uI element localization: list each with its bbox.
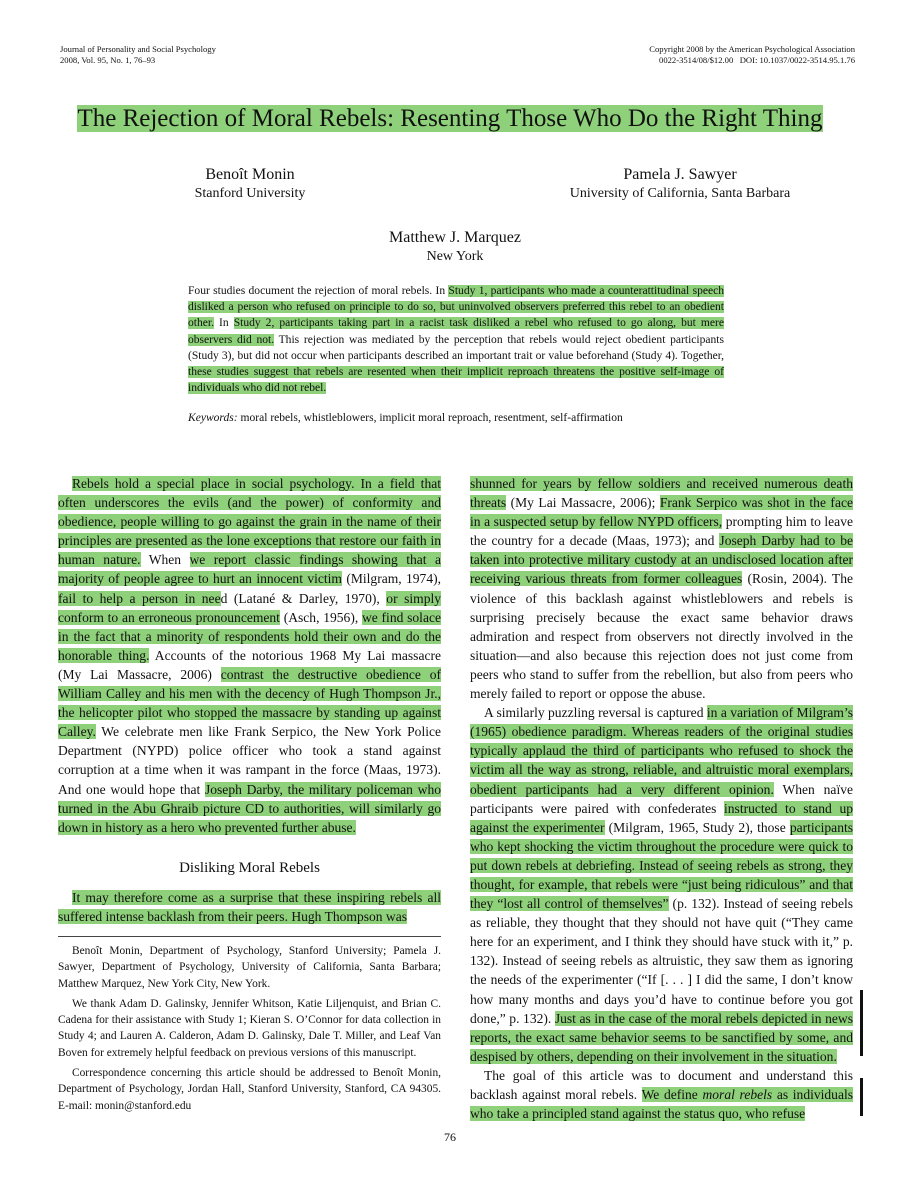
highlighted-text: We define [641, 1087, 703, 1102]
highlighted-text: contrast the destructive obedience of William Calley and his men with the decency of Hugh Thompson Jr., the helicopter pilot who stopped the massacre by standing up against Calley. [58, 666, 441, 740]
body-text: A similarly puzzling reversal is captured [484, 705, 707, 721]
highlighted-text: these studies suggest that rebels are resented when their implicit reproach threatens the positive self-image of individuals who did not rebel. [188, 366, 724, 395]
body-text: d (Latané & Darley, 1970), [220, 590, 387, 606]
author-affiliation: Stanford University [194, 186, 306, 201]
highlighted-text: Rebels hold a special place in social psychology. In a field that often underscores the evils (and the power) of conformity and obedience, people willing to go against the grain in the name of their principles are presented as the lone exceptions that restore our faith in human nature. [58, 476, 441, 568]
abstract-text: In [213, 317, 234, 330]
journal-name: Journal of Personality and Social Psychology [60, 44, 216, 54]
highlighted-text: participants who kept shocking the victim throughout the procedure were quick to put down rebels at debriefing. Instead of seeing rebels as strong, they thought, for example, that rebels were “just being ridiculous” and that they “lost all control of themselves” [470, 819, 854, 912]
copyright-line: Copyright 2008 by the American Psychological Association [649, 44, 855, 54]
body-paragraph [58, 474, 441, 837]
abstract-text: Four studies document the rejection of moral rebels. In [188, 285, 449, 297]
body-paragraph [470, 1066, 853, 1123]
body-text: (My Lai Massacre, 2006); [506, 495, 660, 511]
highlighted-text: Joseph Darby had to be taken into protective military custody at an undisclosed location after receiving various threats from former colleagues [470, 533, 853, 587]
author-affiliation: University of California, Santa Barbara [569, 186, 791, 201]
keywords-text: moral rebels, whistleblowers, implicit moral reproach, resentment, self-affirmation [237, 412, 623, 424]
article-title: The Rejection of Moral Rebels: Resenting Those Who Do the Right Thing [77, 105, 823, 132]
footnotes [58, 936, 441, 1118]
highlighted-text: Joseph Darby, the military policeman who turned in the Abu Ghraib picture CD to authorities, will similarly go down in history as a hero who prevented further abuse. [58, 781, 441, 835]
change-bar [860, 990, 863, 1056]
author-block [530, 165, 830, 202]
author-block [120, 165, 380, 202]
highlighted-italic-term: moral rebels [702, 1087, 773, 1102]
author-block [320, 228, 590, 265]
highlighted-text: in a variation of Milgram’s (1965) obedience paradigm. Whereas readers of the original studies typically applaud the third of participants who refused to shock the victim all the way as strong, reliable, and altruistic moral exemplars, obedient participants had a very different opinion. [470, 705, 853, 797]
body-text: (p. 132). Instead of seeing rebels as reliable, they thought that they should not have quit (“They came here for an experiment, and I think they should have stuck with it,” p. 132). Instead of seeing rebels as altruistic, they saw them as ignoring the needs of the experimenter (“If [. . . ] I did the same, I don’t know how many months and days you’d have to continue before you got done,” p. 132). [470, 896, 853, 1026]
highlighted-text: Study 2, participants taking part in a racist task disliked a rebel who refused to go along, but mere observers did not. [188, 317, 724, 346]
highlighted-text: shunned for years by fellow soldiers and received numerous death threats [470, 476, 853, 511]
article-title-wrap [0, 103, 900, 135]
copyright-info [649, 44, 855, 66]
author-name: Benoît Monin [205, 166, 295, 183]
highlighted-text: instructed to stand up against the experimenter [470, 800, 853, 835]
body-paragraph [58, 888, 441, 926]
keywords-label: Keywords: [188, 412, 238, 424]
page-number: 76 [444, 1130, 456, 1144]
body-text: (Milgram, 1974), [341, 571, 441, 587]
author-name: Pamela J. Sawyer [623, 166, 737, 183]
body-text: (Asch, 1956), [279, 609, 362, 625]
footnote-affiliations: Benoît Monin, Department of Psychology, Stanford University; Pamela J. Sawyer, Department of Psychology, University of California, Santa Barbara; Matthew Marquez, New York City, New York. [58, 945, 441, 990]
abstract [188, 283, 724, 396]
change-bar [860, 1078, 863, 1116]
section-heading: Disliking Moral Rebels [179, 859, 320, 876]
body-paragraph [470, 703, 853, 1066]
highlighted-text: we report classic findings showing that a majority of people agree to hurt an innocent victim [58, 552, 442, 587]
highlighted-text: as individuals who take a principled stand against the status quo, who refuse [470, 1087, 854, 1122]
footnote-correspondence: Correspondence concerning this article should be addressed to Benoît Monin, Department of Psychology, Jordan Hall, Stanford University, Stanford, CA 94305. E-mail: monin@stanford.edu [58, 1067, 441, 1112]
left-column [58, 474, 441, 926]
footnote-acknowledgments: We thank Adam D. Galinsky, Jennifer Whitson, Katie Liljenquist, and Brian C. Cadena for their assistance with Study 1; Kieran S. O’Connor for data collection in Study 4; and Lauren A. Calderon, Adam D. Galinsky, Dale T. Miller, and Leaf Van Boven for extremely helpful feedback on previous versions of this manuscript. [58, 997, 441, 1059]
right-column [470, 474, 853, 1123]
highlighted-text: Just as in the case of the moral rebels depicted in news reports, the exact same behavior seems to be sanctified by some, and despised by others, depending on their involvement in the situation. [470, 1010, 853, 1064]
doi-line: 0022-3514/08/$12.00 DOI: 10.1037/0022-3514.95.1.76 [659, 55, 855, 65]
journal-info [60, 44, 216, 66]
body-text: prompting him to leave the country for a decade (Maas, 1973); and [470, 514, 853, 549]
highlighted-text: It may therefore come as a surprise that these inspiring rebels all suffered intense backlash from their peers. Hugh Thompson was [58, 889, 441, 924]
author-affiliation: New York [426, 249, 484, 264]
journal-volume: 2008, Vol. 95, No. 1, 76–93 [60, 55, 156, 65]
abstract-text: This rejection was mediated by the perception that rebels would reject obedient participants (Study 3), but did not occur when participants described an important trait or value beforehand (Study 4). Together, [188, 333, 724, 362]
highlighted-text: Frank Serpico was shot in the face in a suspected setup by fellow NYPD officers, [470, 495, 853, 530]
highlighted-text: or simply conform to an erroneous pronouncement [58, 590, 441, 625]
body-text: When naïve participants were paired with confederates [470, 781, 853, 816]
body-paragraph [470, 474, 853, 703]
highlighted-text: fail to help a person in nee [58, 590, 221, 606]
author-name: Matthew J. Marquez [389, 229, 521, 246]
keywords [188, 410, 748, 426]
highlighted-text: Study 1, participants who made a counterattitudinal speech disliked a person who refused on principle to do so, but uninvolved observers preferred this rebel to an obedient other. [188, 285, 725, 330]
body-text: The goal of this article was to document and understand this backlash against moral rebels. [470, 1067, 853, 1102]
body-text: When [140, 552, 190, 568]
body-text: (Rosin, 2004). The violence of this backlash against whistleblowers and rebels is surprising precisely because the exact same behavior draws admiration and respect from observers not directly involved in the situation—and also because this rejection does not just come from peers who stand to suffer from the rebellion, but also from peers who merely failed to report or oppose the abuse. [470, 571, 853, 702]
body-text: (Milgram, 1965, Study 2), those [604, 819, 790, 835]
highlighted-text: we find solace in the fact that a minority of respondents hold their own and do the honorable thing. [58, 609, 441, 663]
body-text: Accounts of the notorious 1968 My Lai massacre (My Lai Massacre, 2006) [58, 647, 441, 682]
body-text: We celebrate men like Frank Serpico, the New York Police Department (NYPD) police officer who took a stand against corruption at a time when it was rampant in the force (Maas, 1973). And one would hope that [58, 724, 441, 797]
